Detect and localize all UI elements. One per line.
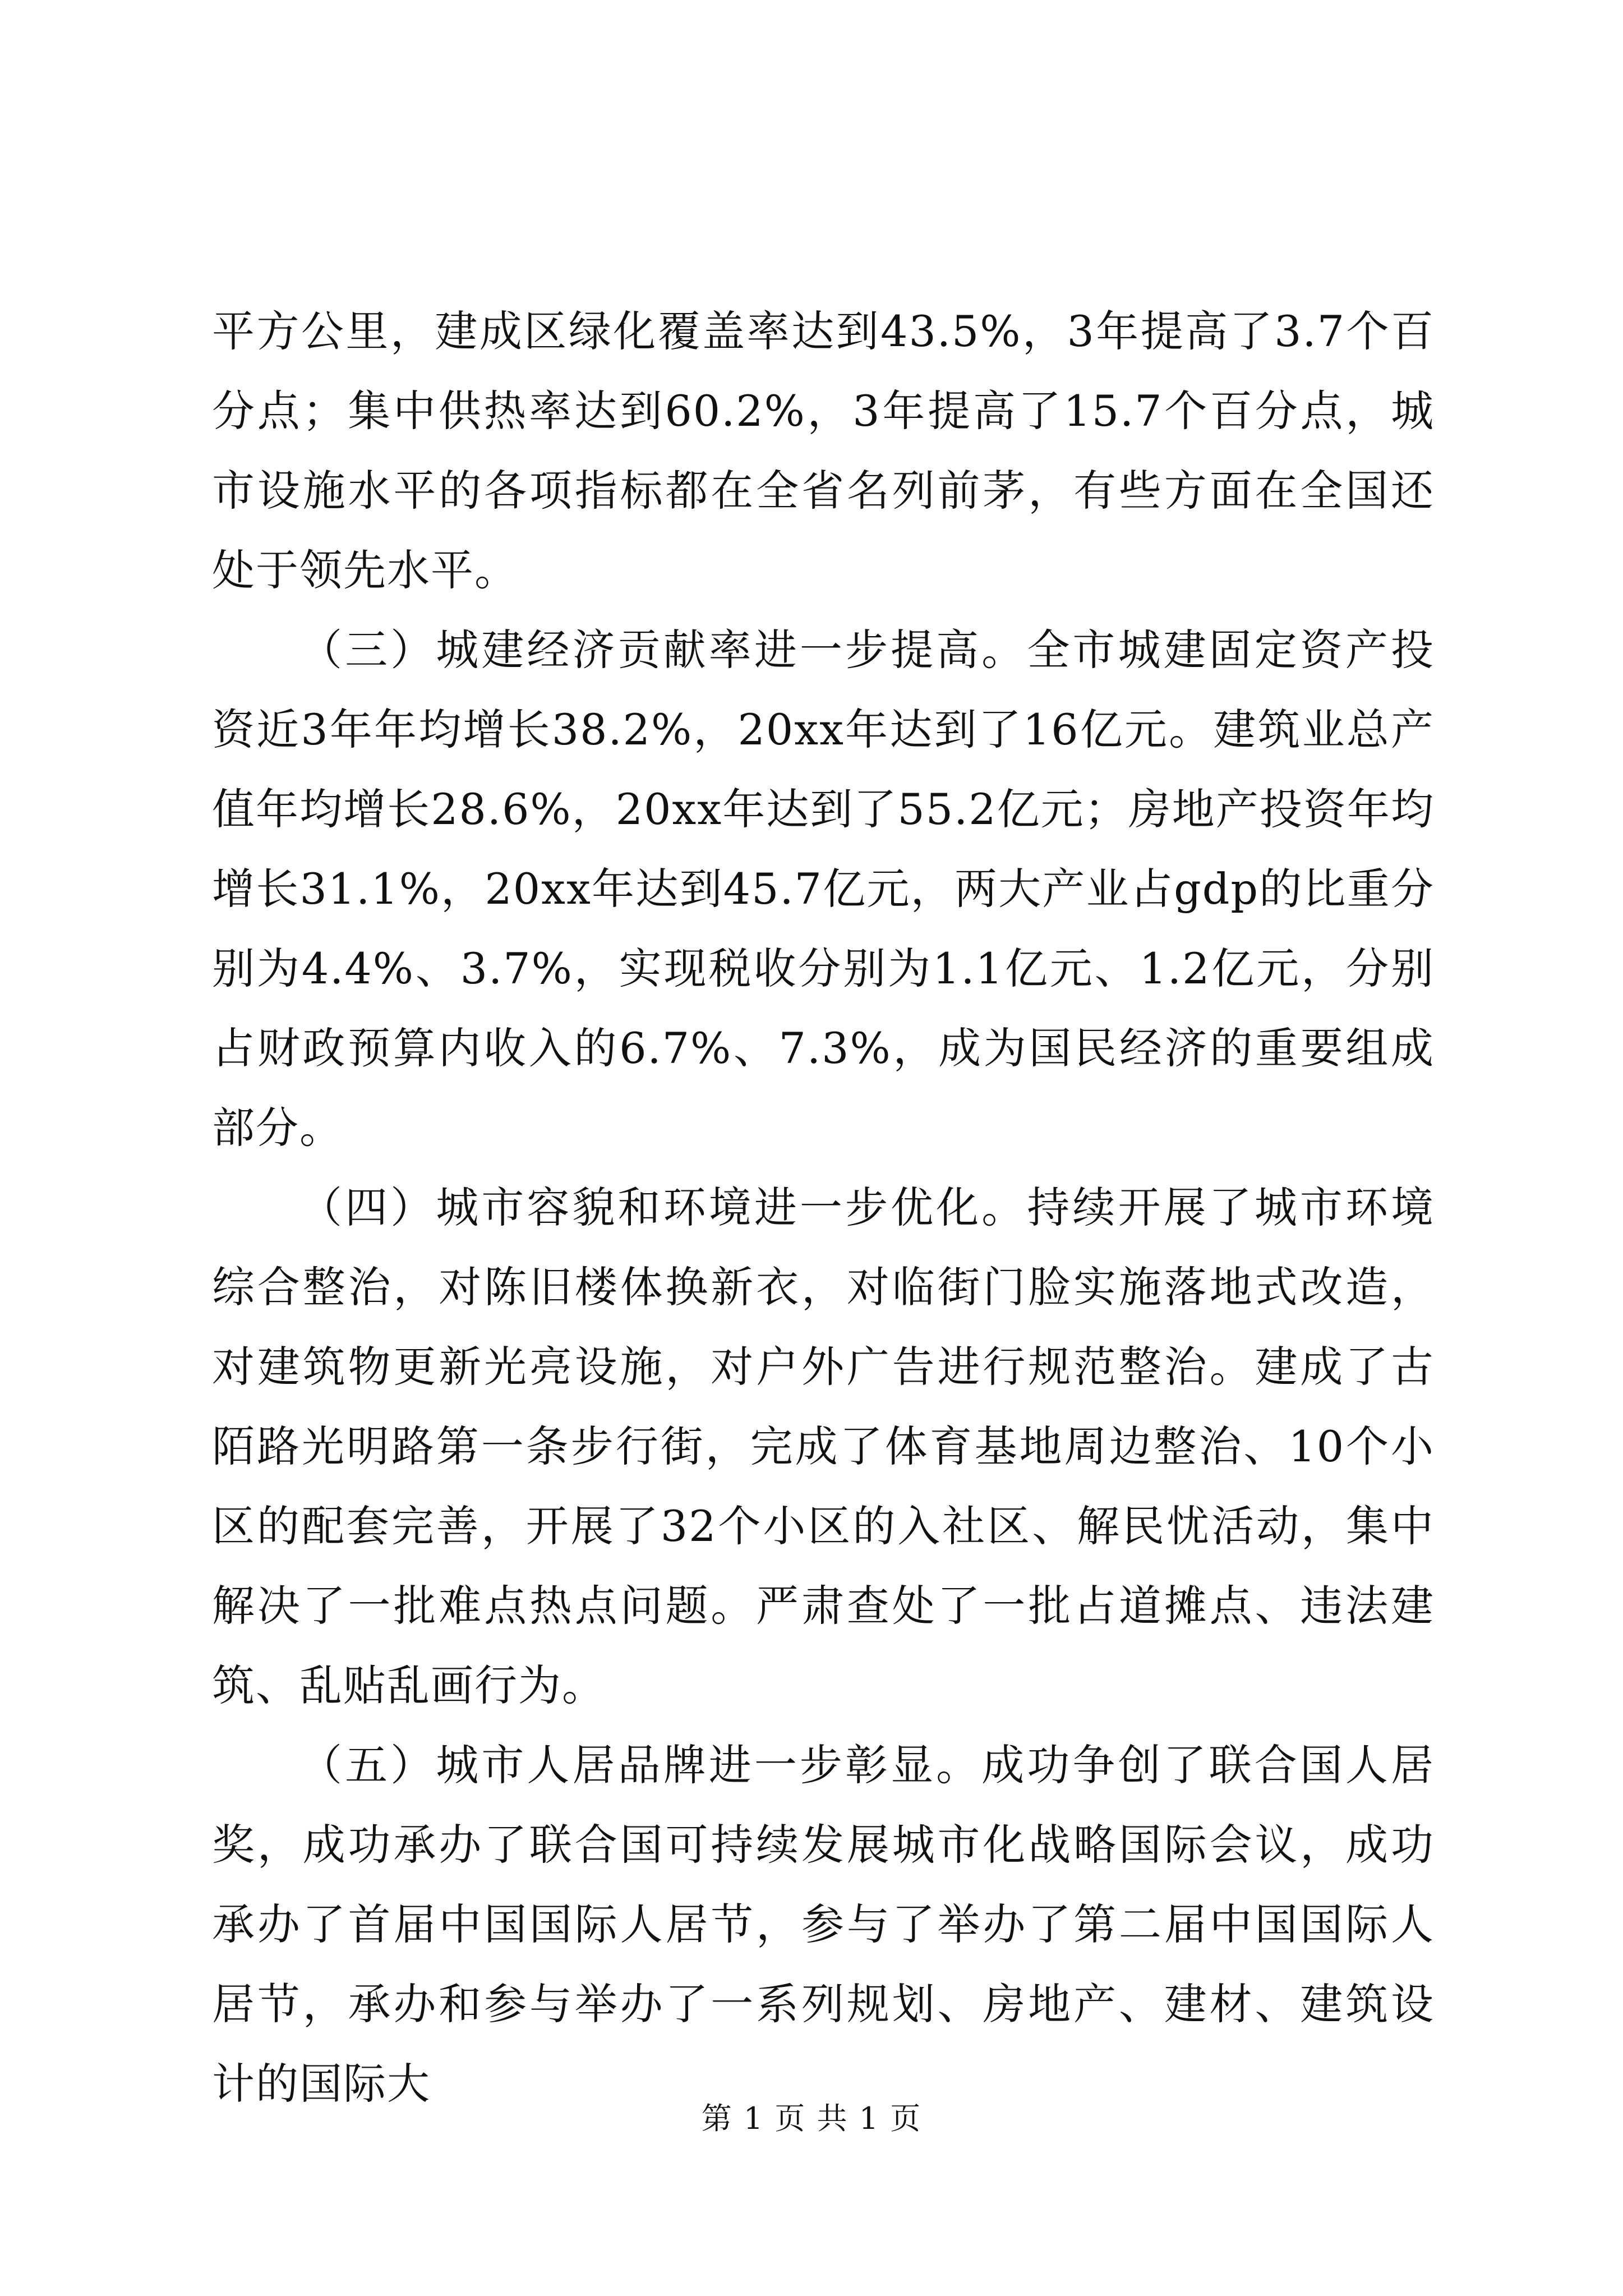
paragraph-1: 平方公里，建成区绿化覆盖率达到43.5%，3年提高了3.7个百分点；集中供热率达到60.2%，3年提高了15.7个百分点，城市设施水平的各项指标都在全省名列前茅，有些方面在全国还处于领先水平。: [212, 306, 1435, 595]
paragraph-3: （四）城市容貌和环境进一步优化。持续开展了城市环境综合整治，对陈旧楼体换新衣，对临街门脸实施落地式改造，对建筑物更新光亮设施，对户外广告进行规范整治。建成了古陌路光明路第一条步行街，完成了体育基地周边整治、10个小区的配套完善，开展了32个小区的入社区、解民忧活动，集中解决了一批难点热点问题。严肃查处了一批占道摊点、违法建筑、乱贴乱画行为。: [212, 1182, 1435, 1710]
paragraph-2: （三）城建经济贡献率进一步提高。全市城建固定资产投资近3年年均增长38.2%，20xx年达到了16亿元。建筑业总产值年均增长28.6%，20xx年达到了55.2亿元；房地产投资年均增长31.1%，20xx年达到45.7亿元，两大产业占gdp的比重分别为4.4%、3.7%，实现税收分别为1.1亿元、1.2亿元，分别占财政预算内收入的6.7%、7.3%，成为国民经济的重要组成部分。: [212, 625, 1435, 1153]
document-body: [212, 292, 1435, 2124]
paragraph-4: （五）城市人居品牌进一步彰显。成功争创了联合国人居奖，成功承办了联合国可持续发展城市化战略国际会议，成功承办了首届中国国际人居节，参与了举办了第二届中国国际人居节，承办和参与举办了一系列规划、房地产、建材、建筑设计的国际大: [212, 1740, 1435, 2109]
page-footer: 第 1 页 共 1 页: [701, 2101, 922, 2136]
